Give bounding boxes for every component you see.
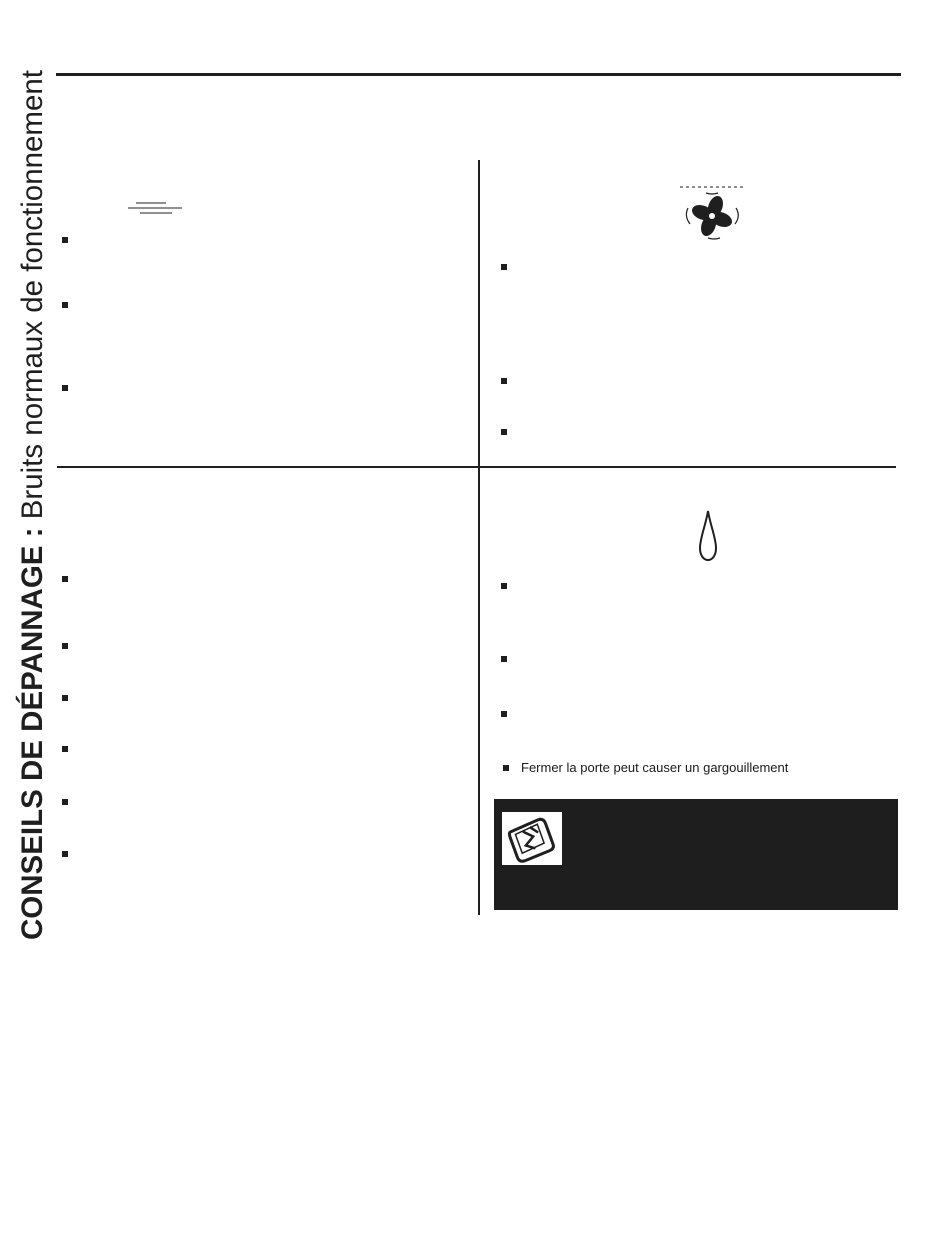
speed-lines-icon bbox=[128, 200, 184, 216]
side-title-bold: CONSEILS DE DÉPANNAGE : bbox=[16, 527, 49, 940]
side-title bbox=[16, 36, 50, 940]
bullet-bottom-left-2 bbox=[62, 643, 68, 649]
bullet-bottom-right-2 bbox=[501, 656, 507, 662]
bullet-top-right-3 bbox=[501, 429, 507, 435]
side-title-text bbox=[16, 36, 50, 940]
center-horizontal-rule bbox=[57, 466, 896, 468]
bullet-bottom-left-4 bbox=[62, 746, 68, 752]
bullet-bottom-left-6 bbox=[62, 851, 68, 857]
bullet-bottom-left-3 bbox=[62, 695, 68, 701]
bullet-bottom-left-5 bbox=[62, 799, 68, 805]
bullet-top-right-2 bbox=[501, 378, 507, 384]
top-rule bbox=[56, 73, 901, 76]
bullet-top-left-3 bbox=[62, 385, 68, 391]
bullet-bottom-right-3 bbox=[501, 711, 507, 717]
bullet-bottom-left-1 bbox=[62, 576, 68, 582]
fan-icon bbox=[678, 184, 750, 244]
bullet-bottom-right-4 bbox=[503, 765, 509, 771]
side-title-light: Bruits normaux de fonctionnement bbox=[16, 69, 49, 520]
bullet-top-right-1 bbox=[501, 264, 507, 270]
bullet-top-left-2 bbox=[62, 302, 68, 308]
bullet-bottom-right-1 bbox=[501, 583, 507, 589]
door-gurgle-note bbox=[503, 760, 788, 776]
center-vertical-rule bbox=[478, 160, 480, 915]
bullet-top-left-1 bbox=[62, 237, 68, 243]
tip-card-icon bbox=[502, 812, 562, 865]
water-drop-icon bbox=[698, 510, 718, 562]
door-gurgle-note-text: Fermer la porte peut causer un gargouillement bbox=[521, 760, 789, 775]
